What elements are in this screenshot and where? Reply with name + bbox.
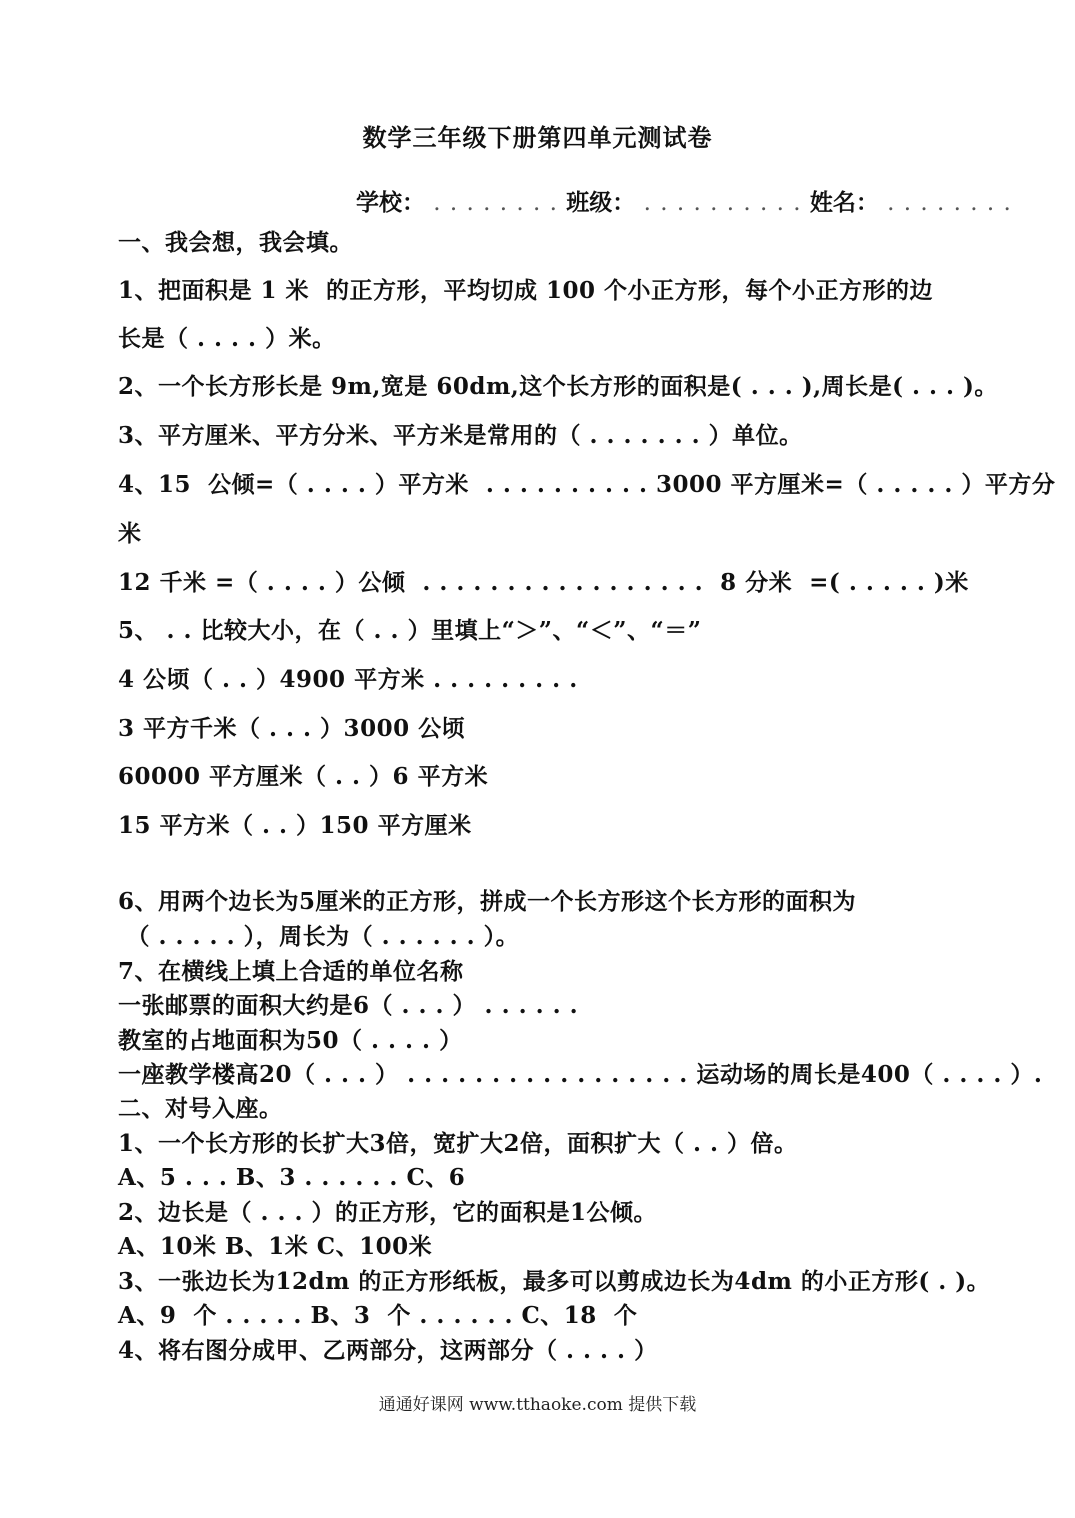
page-title: 数学三年级下册第四单元测试卷 [362, 123, 713, 152]
section2-heading: 二、对号入座。 [118, 1095, 283, 1122]
question-line: 一座教学楼高20（ . . . ） . . . . . . . . . . . . . . . . . 运动场的周长是400（ . . . . ）. [118, 1061, 1043, 1088]
question-line: 5、 . . 比较大小，在（ . . ）里填上“＞”、“＜”、“＝” [118, 617, 702, 644]
question-line: 7、在横线上填上合适的单位名称 [118, 958, 464, 985]
question-line: 3、一张边长为12dm 的正方形纸板，最多可以剪成边长为4dm 的小正方形( . )。 [118, 1268, 991, 1295]
question-line: 一张邮票的面积大约是6（ . . . ） . . . . . . [118, 992, 579, 1019]
question-line: 米 [118, 520, 142, 547]
name-blank: . . . . . . . . [878, 190, 1012, 216]
answer-options: A、9 个 . . . . . B、3 个 . . . . . . C、18 个 [118, 1302, 638, 1329]
question-line: 1、一个长方形的长扩大3倍，宽扩大2倍，面积扩大（ . . ）倍。 [118, 1130, 798, 1157]
question-line: 4、15 公倾=（ . . . . ）平方米 . . . . . . . . . . 3000 平方厘米=（ . . . . . ）平方分 [118, 471, 1056, 498]
question-line: 4 公顷（ . . ）4900 平方米 . . . . . . . . . [118, 666, 578, 693]
school-blank: . . . . . . . . [425, 190, 567, 216]
question-line: 4、将右图分成甲、乙两部分，这两部分（ . . . . ） [118, 1337, 658, 1364]
student-info-row [356, 184, 1012, 217]
question-line: 2、边长是（ . . . ）的正方形，它的面积是1公倾。 [118, 1199, 658, 1226]
question-line: 15 平方米（ . . ）150 平方厘米 [118, 812, 472, 839]
question-line: 60000 平方厘米（ . . ）6 平方米 [118, 763, 489, 790]
class-blank: . . . . . . . . . . [635, 190, 810, 216]
answer-options: A、10米 B、1米 C、100米 [118, 1233, 433, 1260]
answer-options: A、5 . . . B、3 . . . . . . C、6 [118, 1164, 466, 1191]
question-line: 3 平方千米（ . . . ）3000 公顷 [118, 715, 466, 742]
class-label: 班级： [566, 189, 636, 216]
school-label: 学校： [356, 189, 425, 216]
question-line: 教室的占地面积为50（ . . . . ） [118, 1027, 463, 1054]
question-line: 3、平方厘米、平方分米、平方米是常用的（ . . . . . . . ）单位。 [118, 422, 803, 449]
question-line: 6、用两个边长为5厘米的正方形，拼成一个长方形这个长方形的面积为 [118, 888, 857, 915]
question-line: 12 千米 =（ . . . . ）公倾 . . . . . . . . . . . . . . . . . 8 分米 =( . . . . . )米 [118, 569, 969, 596]
question-line: 1、把面积是 1 米 的正方形，平均切成 100 个小正方形，每个小正方形的边 [118, 277, 934, 304]
question-line: 2、一个长方形长是 9m,宽是 60dm,这个长方形的面积是( . . . ),周长是( . . . )。 [118, 373, 998, 400]
name-label: 姓名： [809, 189, 879, 216]
question-line: （ . . . . . ），周长为（ . . . . . . ）。 [118, 923, 520, 950]
section1-heading: 一、我会想，我会填。 [118, 229, 353, 256]
question-line: 长是（ . . . . ）米。 [118, 325, 336, 352]
footer-credit: 通通好课网 www.tthaoke.com 提供下载 [378, 1395, 697, 1415]
